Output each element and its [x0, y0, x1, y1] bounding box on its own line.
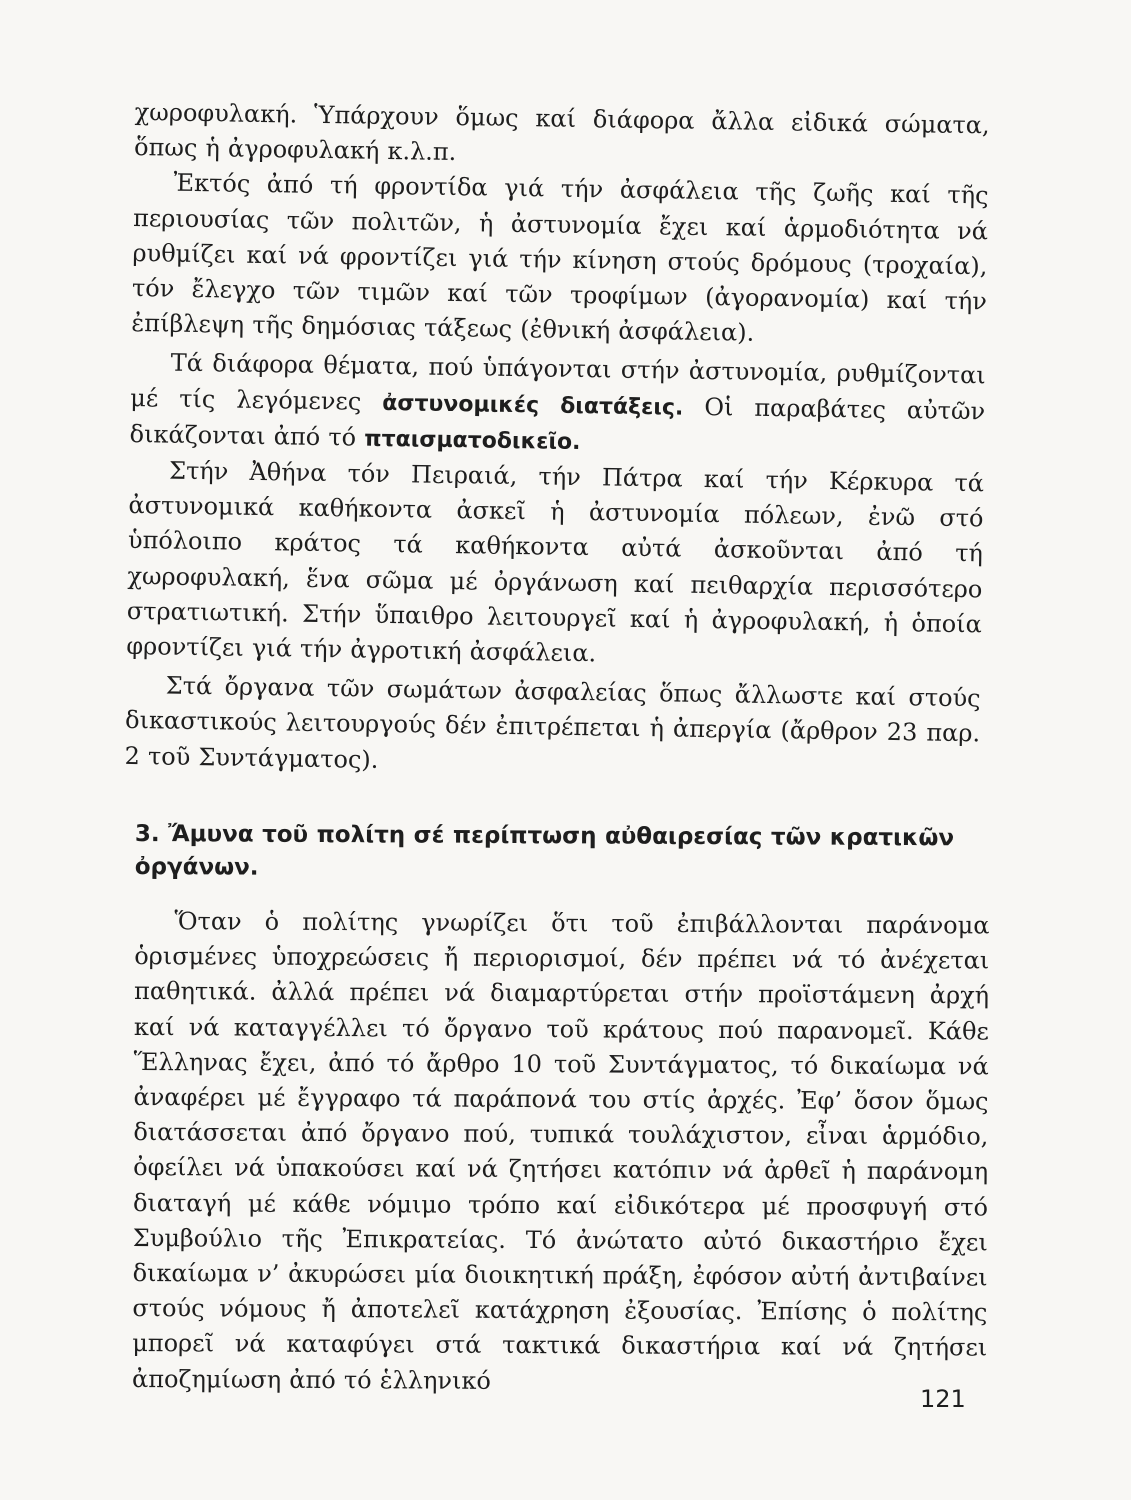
paragraph-3-text-a: Τά διάφορα θέματα, πού ὑπάγονται στήν ἀστυνομία, ρυθμίζονται μέ τίς λεγόμενες — [130, 349, 986, 416]
term-police-regulations: ἀστυνομικές διατάξεις. — [382, 390, 684, 421]
paragraph-5: Στά ὄργανα τῶν σωμάτων ἀσφαλείας ὅπως ἄλλωστε καί στούς δικαστικούς λειτουργούς δέν ἐπιτρέπεται ἡ ἀπεργία (ἄρθρον 23 παρ. 2 τοῦ Συντάγματος). — [124, 671, 981, 774]
page-content — [124, 95, 990, 1397]
text-block-upper — [124, 95, 990, 787]
page-number: 121 — [920, 1385, 966, 1413]
paragraph-1: χωροφυλακή. Ὑπάρχουν ὅμως καί διάφορα ἄλλα εἰδικά σώματα, ὅπως ἡ ἀγροφυλακή κ.λ.π. — [133, 97, 990, 167]
paragraph-4: Στήν Ἀθήνα τόν Πειραιά, τήν Πάτρα καί τήν Κέρκυρα τά ἀστυνομικά καθήκοντα ἀσκεῖ ἡ ἀστυνομία πόλεων, ἐνῶ στό ὑπόλοιπο κράτος τά καθήκοντα αὐτά ἀσκοῦνται ἀπό τή χωροφυλακή, ἕνα σῶμα μέ ὀργάνωση καί πειθαρχία περισσότερο στρατιωτική. Στήν ὕπαιθρο λειτουργεῖ καί ἡ ἀγροφυλακή, ἡ ὁποία φροντίζει γιά τήν ἀγροτική ἀσφάλεια. — [126, 456, 985, 668]
term-misdemeanor-court: πταισματοδικεῖο. — [363, 426, 581, 455]
paragraph-6: Ὅταν ὁ πολίτης γνωρίζει ὅτι τοῦ ἐπιβάλλονται παράνομα ὁρισμένες ὑποχρεώσεις ἤ περιορισμοί, δέν πρέπει νά τό ἀνέχεται παθητικά. ἀλλά πρέπει νά διαμαρτύρεται στήν προϊστάμενη ἀρχή καί νά καταγγέλλει τό ὄργανο τοῦ κράτους πού παρανομεῖ. Κάθε Ἕλληνας ἔχει, ἀπό τό ἄρθρο 10 τοῦ Συντάγματος, τό δικαίωμα νά ἀναφέρει μέ ἔγγραφο τά παράπονά του στίς ἀρχές. Ἐφ’ ὅσον ὅμως διατάσσεται ἀπό ὄργανο πού, τυπικά τουλάχιστον, εἶναι ἁρμόδιο, ὀφείλει νά ὑπακούσει καί νά ζητήσει κατόπιν νά ἀρθεῖ ἡ παράνομη διαταγή μέ κάθε νόμιμο τρόπο καί εἰδικότερα μέ προσφυγή στό Συμβούλιο τῆς Ἐπικρατείας. Τό ἀνώτατο αὐτό δικαστήριο ἔχει δικαίωμα ν’ ἀκυρώσει μία διοικητική πράξη, ἐφόσον αὐτή ἀντιβαίνει στούς νόμους ἤ ἀποτελεῖ κατάχρηση ἐξουσίας. Ἐπίσης ὁ πολίτης μπορεῖ νά καταφύγει στά τακτικά δικαστήρια καί νά ζητήσει ἀποζημίωση ἀπό τό ἑλληνικό — [131, 907, 990, 1395]
paragraph-3 — [129, 345, 986, 466]
paragraph-3-text-b: Οἱ παραβάτες αὐτῶν δικάζονται ἀπό τό — [129, 392, 986, 452]
paragraph-2: Ἐκτός ἀπό τή φροντίδα γιά τήν ἀσφάλεια τῆς ζωῆς καί τῆς περιουσίας τῶν πολιτῶν, ἡ ἀστυνομία ἔχει καί ἁρμοδιότητα νά ρυθμίζει καί νά φροντίζει γιά τήν κίνηση στούς δρόμους (τροχαία), τόν ἔλεγχο τῶν τιμῶν καί τῶν τροφίμων (ἀγορανομία) καί τήν ἐπίβλεψη τῆς δημόσιας τάξεως (ἐθνική ἀσφάλεια). — [131, 169, 989, 347]
section-heading: 3. Ἄμυνα τοῦ πολίτη σέ περίπτωση αὐθαιρεσίας τῶν κρατικῶν ὀργάνων. — [134, 820, 955, 881]
text-block-lower — [132, 818, 990, 1401]
